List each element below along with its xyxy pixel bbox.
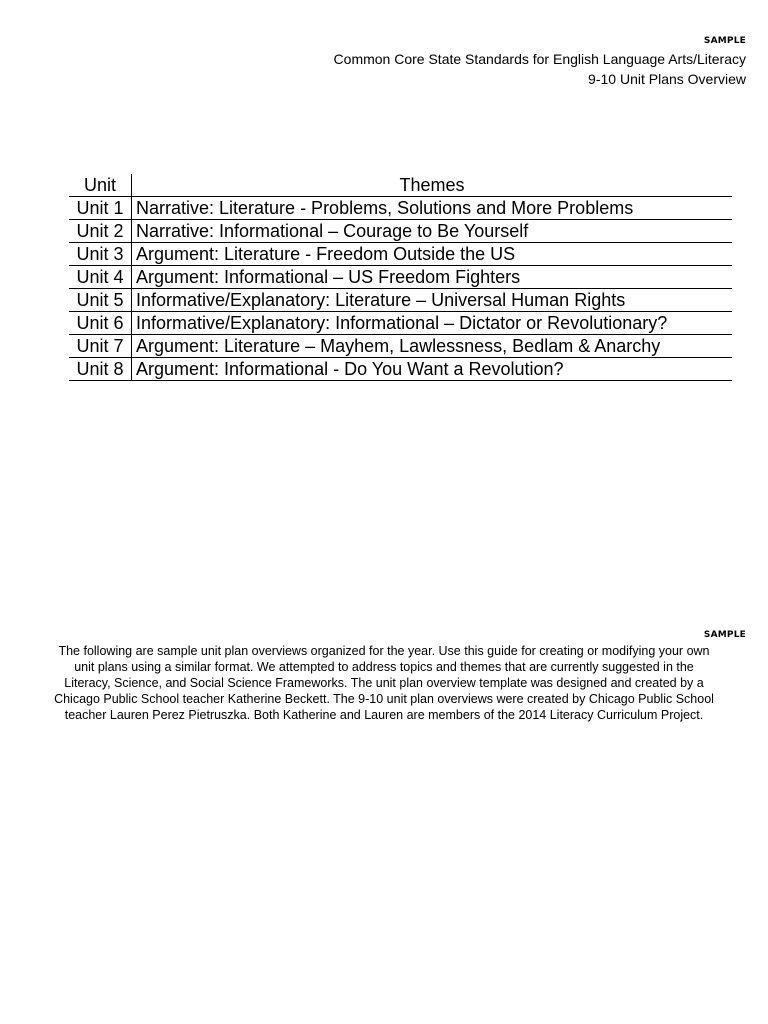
theme-cell: Informative/Explanatory: Informational – Dictator or Revolutionary? — [132, 312, 733, 335]
table-row — [69, 335, 732, 358]
document-header — [334, 49, 746, 89]
table-row — [69, 243, 732, 266]
intro-line: Literacy, Science, and Social Science Frameworks. The unit plan overview template was designed and created by a — [64, 676, 704, 690]
unit-cell: Unit 1 — [69, 197, 132, 220]
unit-cell: Unit 2 — [69, 220, 132, 243]
header-subtitle: 9-10 Unit Plans Overview — [588, 71, 746, 87]
intro-line: teacher Lauren Perez Pietruszka. Both Katherine and Lauren are members of the 2014 Literacy Curriculum Project. — [64, 708, 704, 722]
table-row — [69, 266, 732, 289]
table-header-row — [69, 174, 732, 197]
sample-label-bottom: SAMPLE — [703, 630, 746, 640]
intro-line: Chicago Public School teacher Katherine Beckett. The 9-10 unit plan overviews were created by Chicago Public School — [54, 692, 714, 706]
unit-cell: Unit 3 — [69, 243, 132, 266]
theme-cell: Argument: Literature – Mayhem, Lawlessness, Bedlam & Anarchy — [132, 335, 733, 358]
intro-line: unit plans using a similar format. We attempted to address topics and themes that are currently suggested in the — [74, 660, 694, 674]
unit-cell: Unit 4 — [69, 266, 132, 289]
table-row — [69, 197, 732, 220]
unit-cell: Unit 6 — [69, 312, 132, 335]
themes-column-header: Themes — [132, 174, 733, 197]
unit-themes-table — [69, 174, 732, 381]
unit-column-header: Unit — [69, 174, 132, 197]
theme-cell: Argument: Literature - Freedom Outside the US — [132, 243, 733, 266]
table-row — [69, 358, 732, 381]
intro-line: The following are sample unit plan overviews organized for the year. Use this guide for creating or modifying your own — [58, 644, 710, 658]
table-row — [69, 312, 732, 335]
theme-cell: Argument: Informational - Do You Want a Revolution? — [132, 358, 733, 381]
table-row — [69, 220, 732, 243]
unit-cell: Unit 5 — [69, 289, 132, 312]
table-row — [69, 289, 732, 312]
theme-cell: Narrative: Literature - Problems, Solutions and More Problems — [132, 197, 733, 220]
theme-cell: Informative/Explanatory: Literature – Universal Human Rights — [132, 289, 733, 312]
unit-cell: Unit 7 — [69, 335, 132, 358]
theme-cell: Argument: Informational – US Freedom Fighters — [132, 266, 733, 289]
header-title: Common Core State Standards for English Language Arts/Literacy — [333, 51, 746, 67]
theme-cell: Narrative: Informational – Courage to Be Yourself — [132, 220, 733, 243]
unit-cell: Unit 8 — [69, 358, 132, 381]
intro-paragraph — [20, 643, 748, 723]
sample-label-top: SAMPLE — [703, 36, 746, 46]
